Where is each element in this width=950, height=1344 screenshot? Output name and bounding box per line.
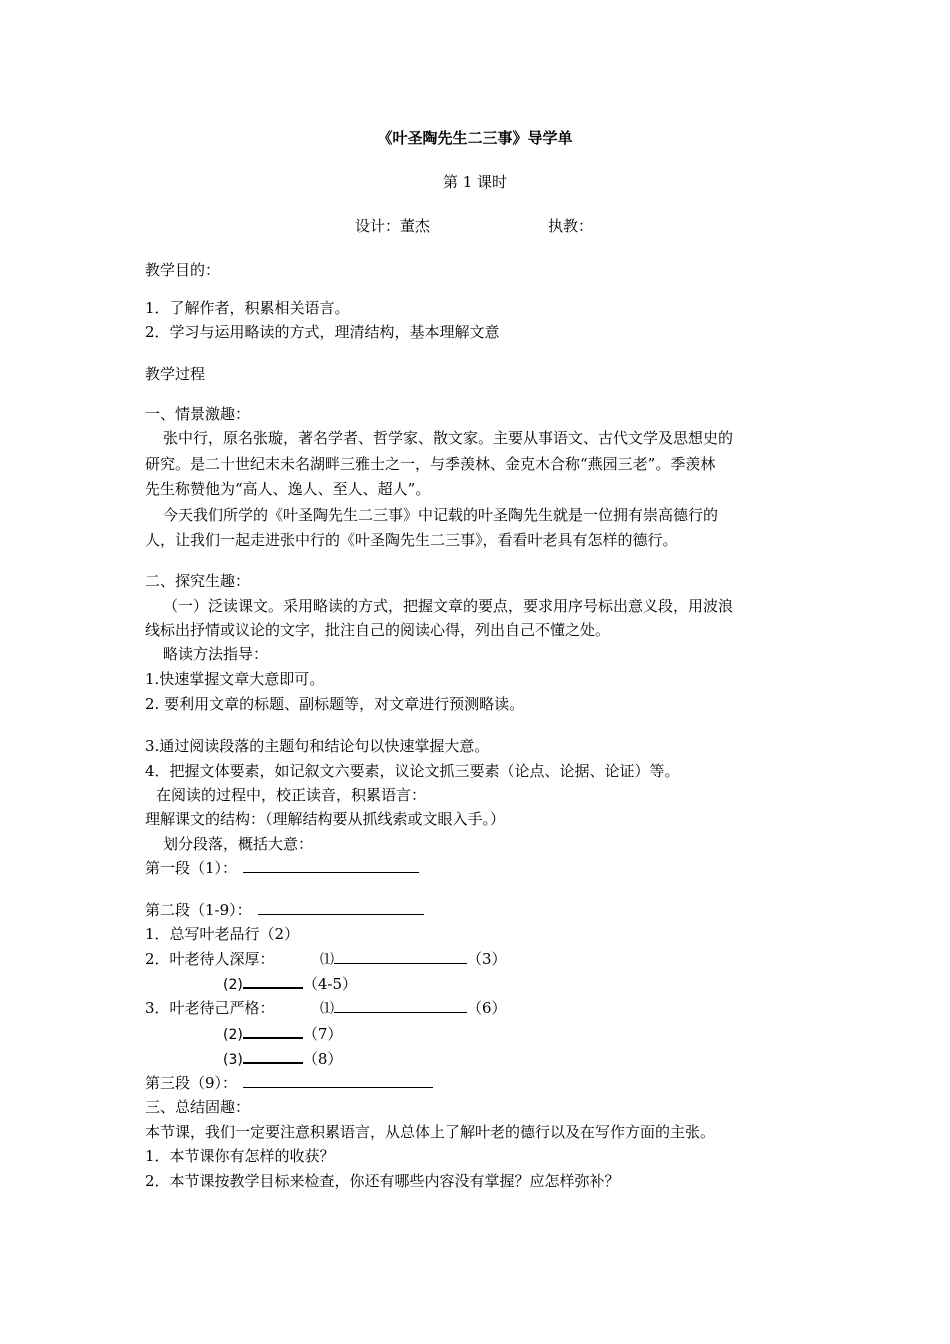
segment-2-item: 2．叶老待人深厚： <box>145 950 275 968</box>
sub-item-row <box>223 1023 342 1045</box>
objective-item: 2．学习与运用略读的方式，理清结构，基本理解文意 <box>145 323 500 341</box>
objectives-heading: 教学目的： <box>145 261 221 279</box>
sub-item-mark: ⑴ <box>320 1001 334 1017</box>
segment-3-row <box>145 1073 433 1093</box>
segment-2-item: 1．总写叶老品行（2） <box>145 925 300 943</box>
sub-item-ref: （7） <box>302 1025 343 1043</box>
question-item: 2．本节课按教学目标来检查，你还有哪些内容没有掌握？应怎样弥补？ <box>145 1172 620 1190</box>
sub-item-row <box>320 998 507 1019</box>
structure-note: 理解课文的结构：（理解结构要从抓线索或文眼入手。） <box>145 810 506 828</box>
paragraph-line: 今天我们所学的《叶圣陶先生二三事》中记载的叶圣陶先生就是一位拥有崇高德行的 <box>163 506 719 524</box>
paragraph-line: （一）泛读课文。采用略读的方式，把握文章的要点，要求用序号标出意义段，用波浪 <box>163 597 734 615</box>
paragraph-line: 张中行，原名张璇，著名学者、哲学家、散文家。主要从事语文、古代文学及思想史的 <box>163 429 734 447</box>
segment-1-row <box>145 858 419 878</box>
page-title: 《叶圣陶先生二三事》导学单 <box>377 129 573 147</box>
method-item: 1.快速掌握文章大意即可。 <box>145 670 325 688</box>
section-1-heading: 一、情景激趣： <box>145 405 251 423</box>
designer-label: 设计：董杰 <box>355 217 431 235</box>
objective-item: 1．了解作者，积累相关语言。 <box>145 299 350 317</box>
sub-item-row <box>320 949 507 970</box>
paragraph-line: 先生称赞他为“高人、逸人、至人、超人”。 <box>145 480 431 498</box>
method-item: 3.通过阅读段落的主题句和结论句以快速掌握大意。 <box>145 737 490 755</box>
section-3-heading: 三、总结固趣： <box>145 1098 251 1116</box>
answer-blank[interactable] <box>243 1073 433 1088</box>
sub-item-ref: （8） <box>302 1050 343 1068</box>
answer-blank[interactable] <box>243 1048 303 1064</box>
paragraph-line: 人，让我们一起走进张中行的《叶圣陶先生二三事》，看看叶老具有怎样的德行。 <box>145 531 678 549</box>
teacher-label: 执教： <box>548 217 594 235</box>
answer-blank[interactable] <box>243 973 303 989</box>
answer-blank[interactable] <box>243 1023 303 1039</box>
sub-item-mark: (2) <box>223 977 243 993</box>
sub-item-mark: ⑴ <box>320 952 334 968</box>
segment-2-label: 第二段（1-9）： <box>145 901 252 919</box>
segment-2-row <box>145 900 424 920</box>
section-2-heading: 二、探究生趣： <box>145 572 251 590</box>
paragraph-line: 研究。是二十世纪末未名湖畔三雅士之一，与季羡林、金克木合称“燕园三老”。季羡林 <box>145 455 716 473</box>
method-heading: 略读方法指导： <box>163 645 269 663</box>
question-item: 1．本节课你有怎样的收获？ <box>145 1147 335 1165</box>
method-item: 2. 要利用文章的标题、副标题等，对文章进行预测略读。 <box>145 695 525 713</box>
sub-item-row <box>223 973 357 995</box>
paragraph-line: 线标出抒情或议论的文字，批注自己的阅读心得，列出自己不懂之处。 <box>145 621 611 639</box>
sub-item-ref: （6） <box>467 999 507 1017</box>
sub-item-row <box>223 1048 342 1070</box>
method-item: 4．把握文体要素，如记叙文六要素，议论文抓三要素（论点、论据、论证）等。 <box>145 762 680 780</box>
reading-note: 在阅读的过程中，校正读音，积累语言： <box>156 786 427 804</box>
segment-2-item: 3．叶老待己严格： <box>145 999 275 1017</box>
paragraph-line: 本节课，我们一定要注意积累语言，从总体上了解叶老的德行以及在写作方面的主张。 <box>145 1123 716 1141</box>
answer-blank[interactable] <box>258 900 424 915</box>
answer-blank[interactable] <box>334 998 467 1013</box>
sub-item-mark: (2) <box>223 1027 243 1043</box>
process-heading: 教学过程 <box>145 365 206 383</box>
segment-1-label: 第一段（1）： <box>145 859 238 877</box>
sub-item-ref: （3） <box>467 950 507 968</box>
divide-note: 划分段落，概括大意： <box>163 835 314 853</box>
sub-item-ref: （4-5） <box>302 975 357 993</box>
segment-3-label: 第三段（9）： <box>145 1074 238 1092</box>
lesson-number: 第 1 课时 <box>442 173 508 191</box>
answer-blank[interactable] <box>243 858 419 873</box>
answer-blank[interactable] <box>334 949 467 964</box>
sub-item-mark: (3) <box>223 1052 243 1068</box>
